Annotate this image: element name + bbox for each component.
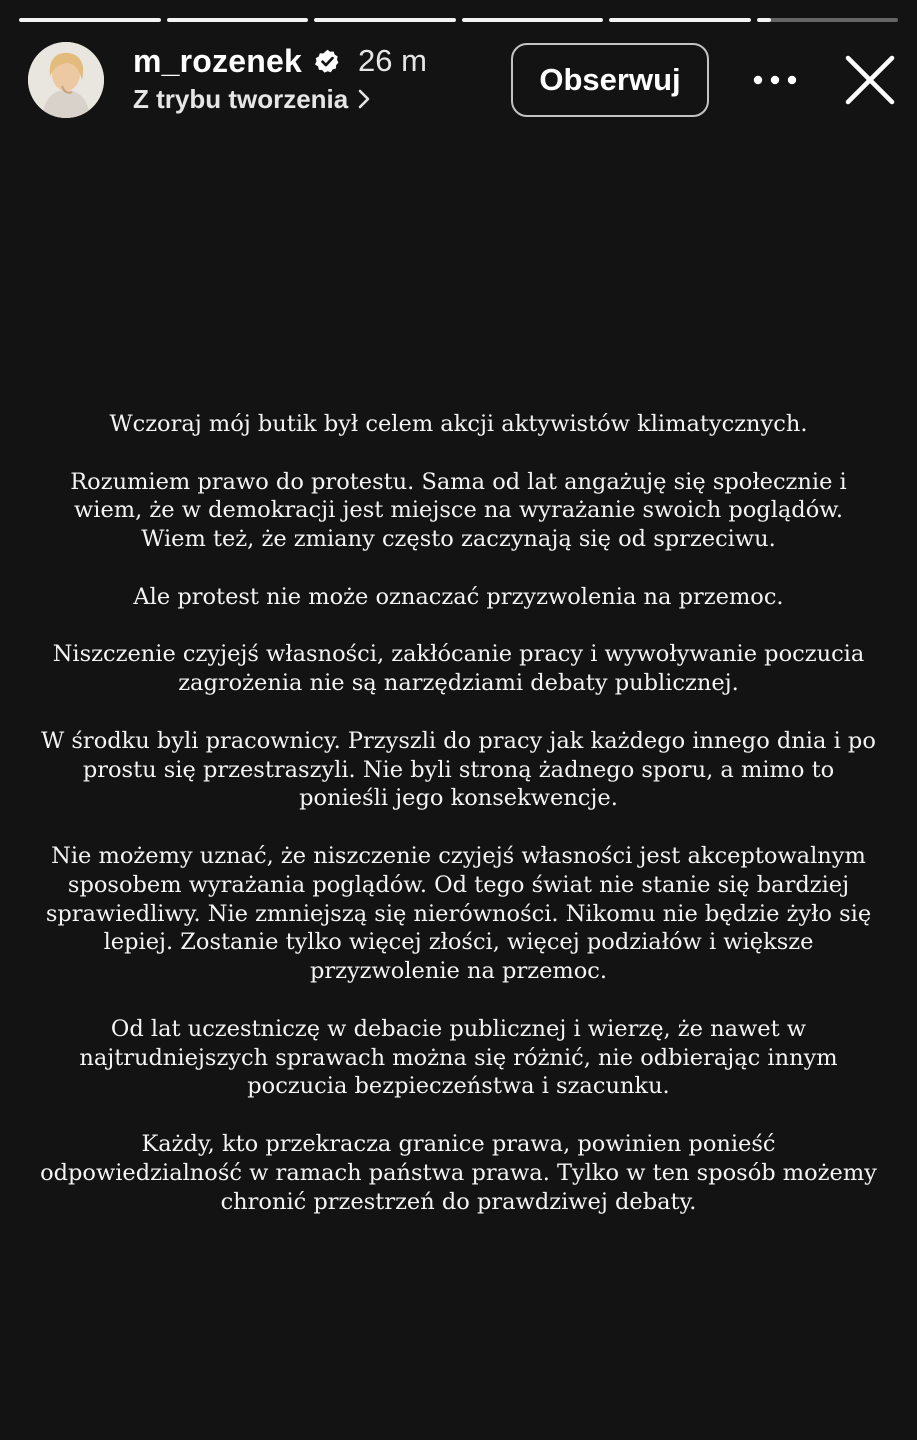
story-paragraph-6: Nie możemy uznać, że niszczenie czyjejś własności jest akceptowalnym sposobem wyrażania poglądów. Od tego świat nie stanie się bardziej sprawiedliwy. Nie zmniejszą się nierówności. Nikomu nie będzie żyło się lepiej. Zostanie tylko więcej złości, więcej podziałów i większe przyzwolenie na przemoc. bbox=[45, 842, 872, 985]
story-paragraph-3: Ale protest nie może oznaczać przyzwolenia na przemoc. bbox=[133, 583, 784, 610]
story-paragraph-8: Każdy, kto przekracza granice prawa, powinien ponieść odpowiedzialność w ramach państwa prawa. Tylko w ten sposób możemy chronić przestrzeń do prawdziwej debaty. bbox=[40, 1130, 877, 1215]
progress-segment-2 bbox=[167, 18, 309, 22]
progress-fill-2 bbox=[167, 18, 309, 22]
progress-fill-4 bbox=[462, 18, 604, 22]
close-icon[interactable] bbox=[844, 54, 896, 106]
source-label: Z trybu tworzenia bbox=[133, 84, 349, 114]
progress-segment-6 bbox=[757, 18, 899, 22]
story-paragraph-4: Niszczenie czyjejś własności, zakłócanie pracy i wywoływanie poczucia zagrożenia nie są narzędziami debaty publicznej. bbox=[52, 641, 865, 697]
source-link[interactable] bbox=[133, 82, 370, 116]
story-paragraph-5: W środku byli pracownicy. Przyszli do pracy jak każdego innego dnia i po prostu się przestraszyli. Nie byli stroną żadnego sporu, a mimo to ponieśli jego konsekwencje. bbox=[41, 727, 876, 812]
avatar-image bbox=[28, 42, 104, 118]
progress-fill-5 bbox=[609, 18, 751, 22]
verified-badge-icon bbox=[314, 48, 341, 75]
progress-segment-5 bbox=[609, 18, 751, 22]
story-progress-bar bbox=[19, 18, 898, 22]
progress-segment-4 bbox=[462, 18, 604, 22]
username[interactable]: m_rozenek bbox=[133, 43, 302, 79]
progress-fill-6 bbox=[757, 18, 771, 22]
progress-fill-3 bbox=[314, 18, 456, 22]
progress-segment-3 bbox=[314, 18, 456, 22]
avatar[interactable] bbox=[28, 42, 104, 118]
more-horizontal-icon[interactable] bbox=[752, 66, 798, 94]
chevron-right-icon bbox=[358, 89, 370, 109]
post-time: 26 m bbox=[358, 43, 427, 78]
progress-segment-1 bbox=[19, 18, 161, 22]
story-paragraph-1: Wczoraj mój butik był celem akcji aktywistów klimatycznych. bbox=[109, 411, 808, 437]
story-paragraph-7: Od lat uczestniczę w debacie publicznej i wierzę, że nawet w najtrudniejszych sprawach można się różnić, nie odbierając innym poczucia bezpieczeństwa i szacunku. bbox=[79, 1015, 838, 1100]
story-paragraph-2: Rozumiem prawo do protestu. Sama od lat angażuję się społecznie i wiem, że w demokracji jest miejsce na wyrażanie swoich poglądów. Wiem też, że zmiany często zaczynają się od sprzeciwu. bbox=[70, 468, 847, 553]
story-text bbox=[40, 410, 877, 1245]
progress-fill-1 bbox=[19, 18, 161, 22]
follow-button[interactable]: Obserwuj bbox=[511, 43, 709, 117]
